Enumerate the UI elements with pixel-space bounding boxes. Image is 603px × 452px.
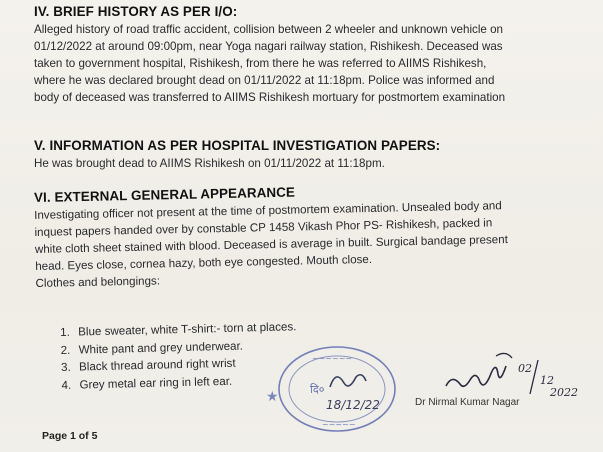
svg-text:02: 02 [518,362,532,375]
history-line: where he was declared brought dead on 01/11/2022 at 11:18pm. Police was informed and [34,74,495,87]
svg-text:★: ★ [266,389,279,405]
list-item-text: Black thread around right wrist [78,356,236,374]
svg-text:दि०: दि० [310,383,325,396]
external-line: Clothes and belongings: [35,274,161,290]
external-line: Investigating officer not present at the time of postmortem examination. Unsealed body and [34,199,502,222]
history-paragraph [34,21,505,106]
external-line: head. Eyes close, cornea hazy, both eye congested. Mouth close. [35,252,373,273]
list-item-number: 3. [60,360,71,374]
page-number: Page 1 of 5 [42,430,98,442]
svg-text:~~~~~~: ~~~~~~ [312,354,353,363]
list-item-text: White pant and grey underwear. [78,339,244,357]
svg-text:18/12/22: 18/12/22 [326,398,380,412]
list-item-number: 4. [61,378,72,392]
external-line: white cloth sheet stained with blood. Deceased is average in built. Surgical bandage present [34,233,508,256]
history-line: taken to government hospital, Rishikesh, from there he was referred to AIIMS Rishikesh, [34,57,487,70]
signatory-name: Dr Nirmal Kumar Nagar [415,397,520,408]
history-line: body of deceased was transferred to AIIMS Rishikesh mortuary for postmortem examination [34,91,506,104]
list-item-text: Blue sweater, white T-shirt:- torn at places. [78,320,297,339]
svg-text:12: 12 [540,374,554,387]
list-item-number: 2. [60,343,71,357]
hospital-heading: V. INFORMATION AS PER HOSPITAL INVESTIGATION PAPERS: [34,138,441,153]
history-line: 01/12/2022 at around 09:00pm, near Yoga nagari railway station, Rishikesh. Deceased was [34,40,503,53]
hospital-line: He was brought dead to AIIMS Rishikesh on 01/11/2022 at 11:18pm. [34,157,385,170]
official-stamp [262,341,412,436]
external-line: inquest papers handed over by constable CP 1458 Vikash Phor PS- Rishikesh, packed in [34,216,493,239]
list-item-number: 1. [60,325,71,339]
list-item-text: Grey metal ear ring in left ear. [79,374,233,392]
external-paragraph [34,197,509,292]
external-heading: VI. EXTERNAL GENERAL APPEARANCE [33,184,296,205]
svg-text:~~~~~: ~~~~~ [322,420,356,429]
svg-text:2022: 2022 [550,386,578,399]
history-heading: IV. BRIEF HISTORY AS PER I/O: [34,4,238,19]
hospital-paragraph [34,155,385,172]
history-line: Alleged history of road traffic accident, collision between 2 wheeler and unknown vehicle on [34,23,503,36]
